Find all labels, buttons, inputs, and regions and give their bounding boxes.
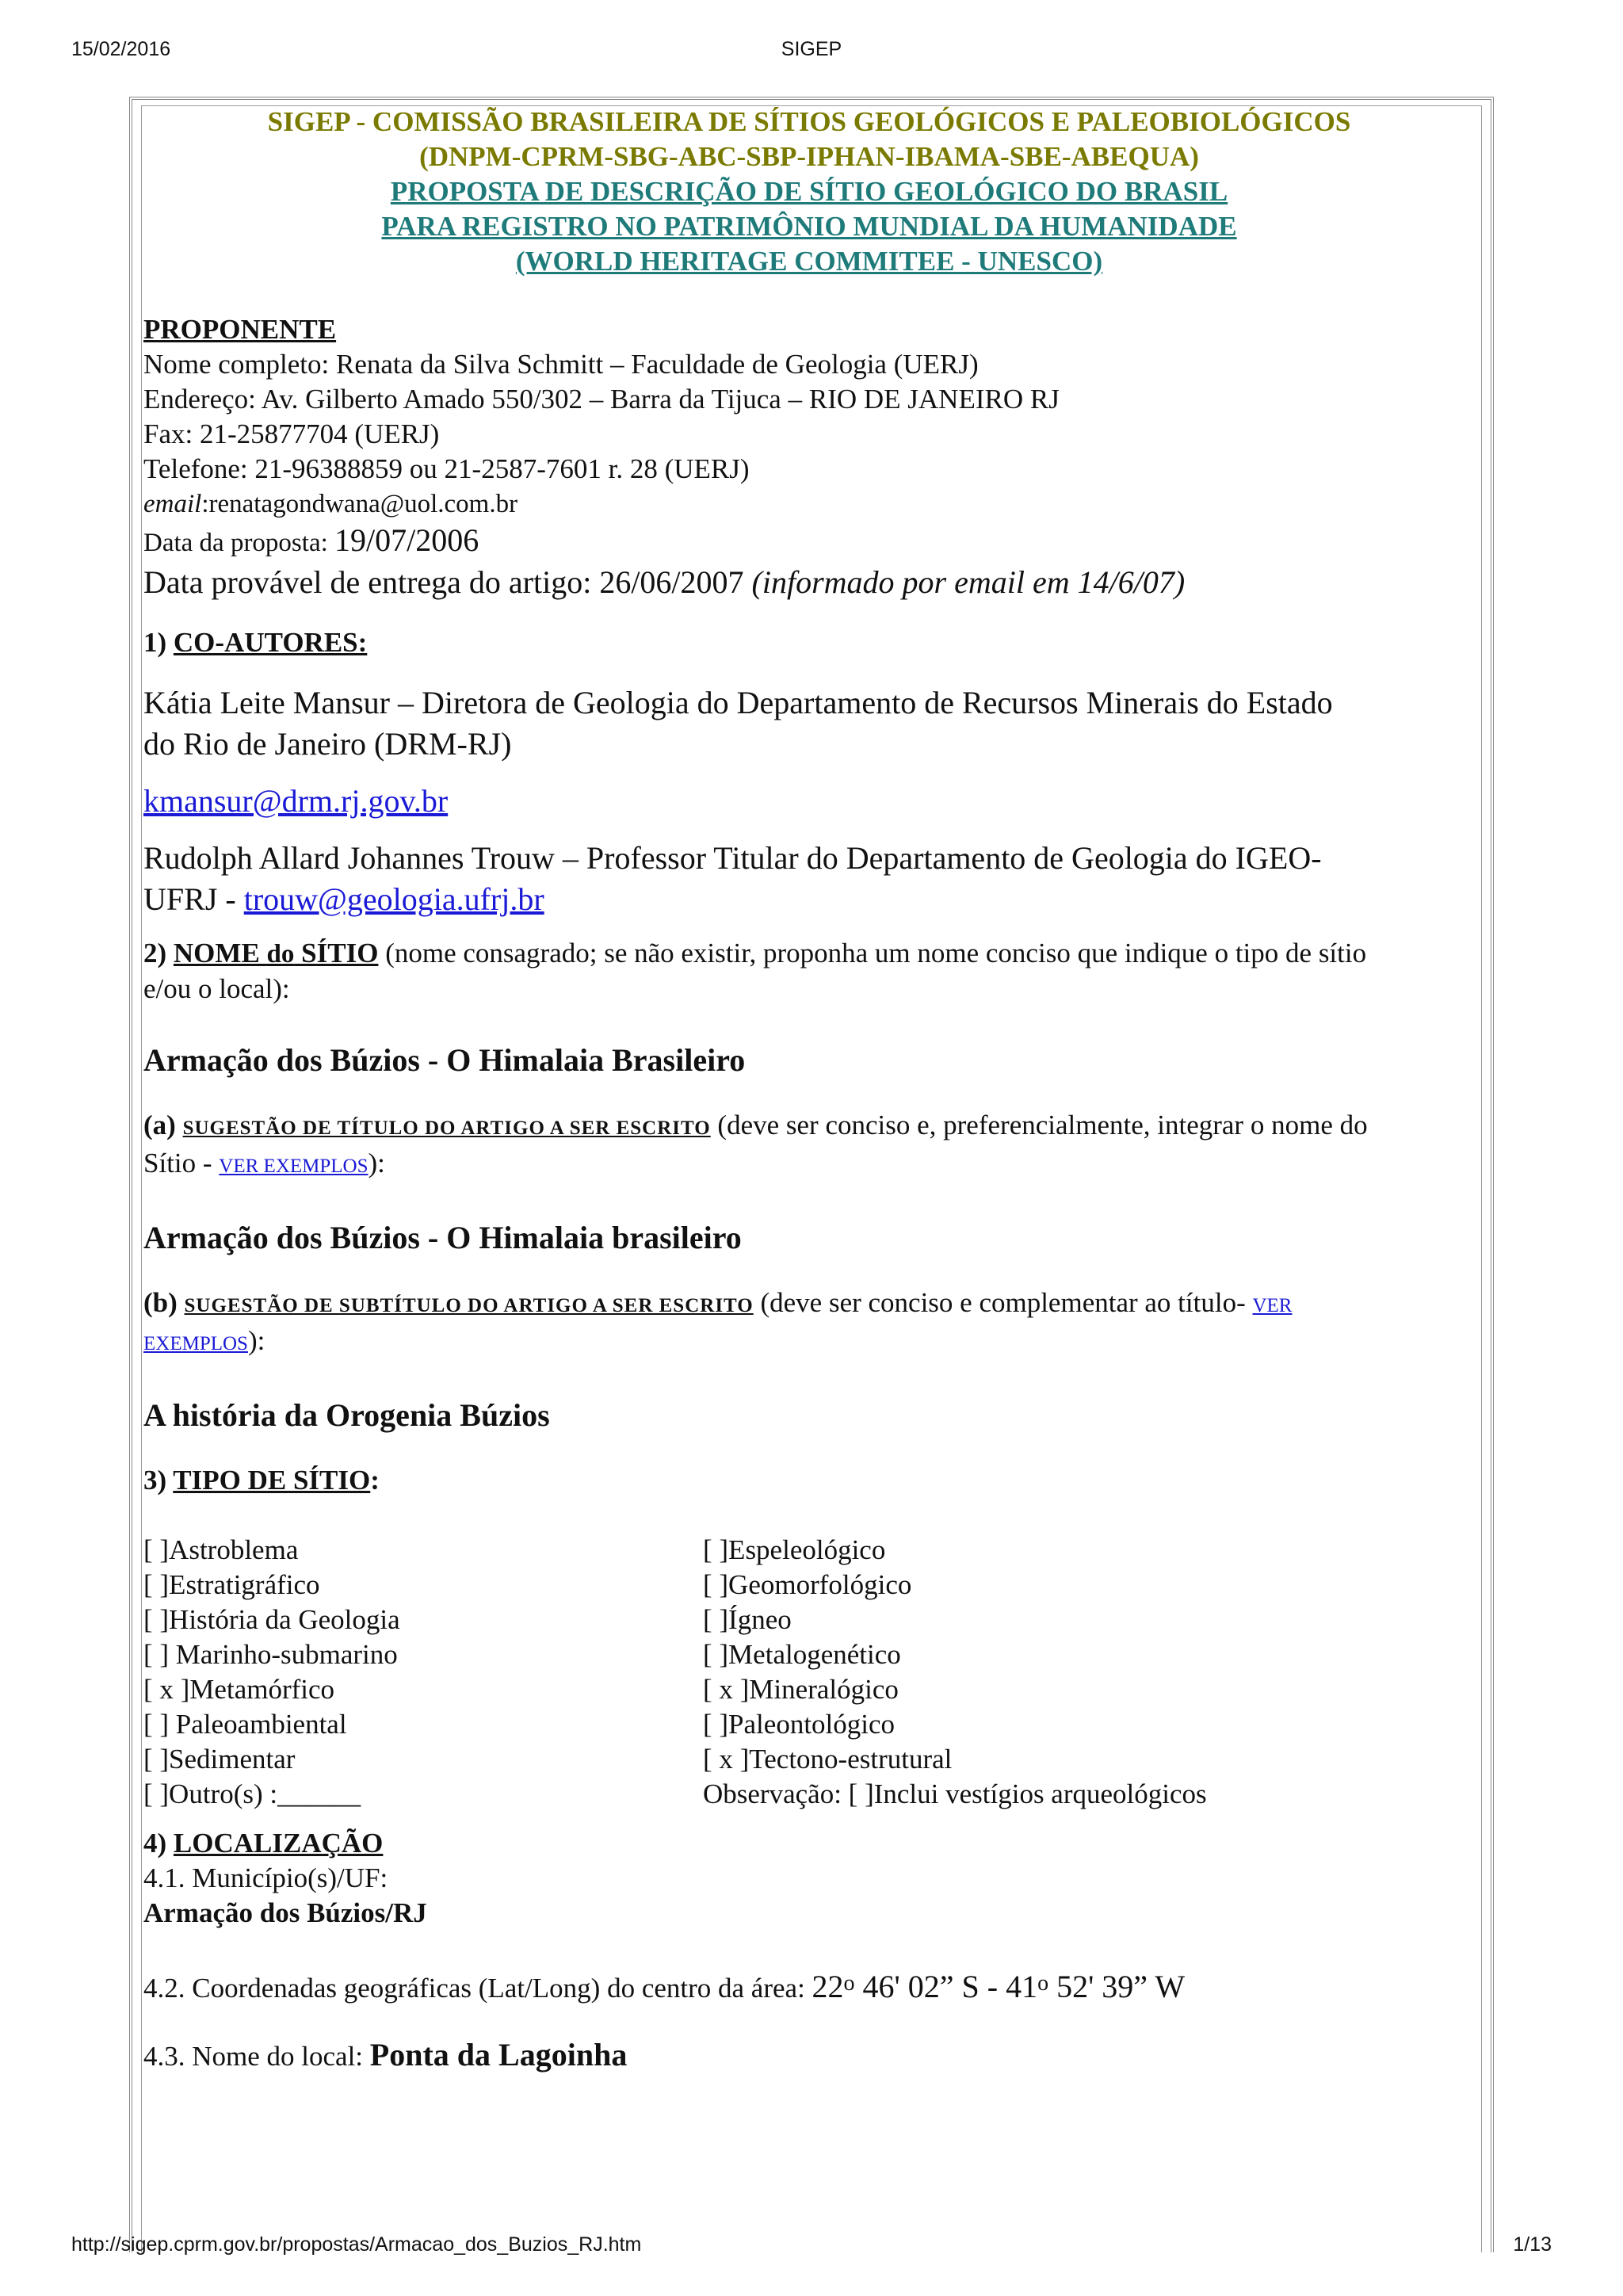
subtitulo-ver-link[interactable]: VER	[1252, 1295, 1293, 1316]
nome-sitio-desc: (nome consagrado; se não existir, proponha um nome conciso que indique o tipo de sítio	[378, 938, 1367, 968]
tipo-right-column	[703, 1533, 1207, 1812]
print-date: 15/02/2016	[71, 38, 171, 60]
tipo-option[interactable]: [ ] Paleoambiental	[143, 1709, 347, 1740]
print-title: SIGEP	[781, 38, 842, 60]
coautor-2-email-link[interactable]: trouw@geologia.ufrj.br	[243, 881, 544, 917]
titulo-heading: SUGESTÃO DE TÍTULO DO ARTIGO A SER ESCRITO	[182, 1117, 711, 1139]
municipio-value: Armação dos Búzios/RJ	[143, 1897, 427, 1928]
coordenadas-lat-deg: 22	[812, 1969, 844, 2004]
subtitulo-value: A história da Orogenia Búzios	[143, 1397, 550, 1433]
nome-sitio-heading-do: do	[266, 940, 295, 968]
titulo-desc-2: Sítio -	[143, 1148, 220, 1179]
nome-sitio-value: Armação dos Búzios - O Himalaia Brasileiro	[143, 1042, 746, 1078]
title-line-5: (WORLD HERITAGE COMMITEE - UNESCO)	[515, 246, 1103, 277]
coautor-1: Kátia Leite Mansur – Diretora de Geologia do Departamento de Recursos Minerais do Estado	[143, 685, 1333, 720]
tipo-option[interactable]: [ ]Espeleológico	[703, 1534, 886, 1565]
proponente-fax: Fax: 21-25877704 (UERJ)	[143, 418, 440, 449]
titulo-exemplos-link[interactable]: VER EXEMPLOS	[219, 1156, 369, 1177]
email-label: email	[143, 490, 202, 518]
coautor-2-cont: UFRJ -	[143, 881, 244, 917]
nome-sitio-heading-a: NOME	[173, 938, 267, 968]
coautor-1-email-link[interactable]: kmansur@drm.rj.gov.br	[143, 783, 449, 819]
tipo-checklist	[143, 1533, 1475, 1818]
municipio-label: 4.1. Município(s)/UF:	[143, 1862, 388, 1893]
coautor-2: Rudolph Allard Johannes Trouw – Professor Titular do Departamento de Geologia do IGEO-	[143, 840, 1322, 876]
data-entrega-note: (informado por email em 14/6/07)	[751, 564, 1186, 600]
localizacao-num: 4)	[143, 1828, 174, 1859]
tipo-num: 3)	[143, 1465, 174, 1496]
nome-local-value: Ponta da Lagoinha	[369, 2037, 628, 2073]
page-number: 1/13	[1513, 2233, 1552, 2256]
coautor-1-cont: do Rio de Janeiro (DRM-RJ)	[143, 726, 512, 762]
tipo-heading: TIPO DE SÍTIO	[173, 1465, 371, 1496]
degree-symbol: o	[1037, 1971, 1049, 1996]
data-proposta-label: Data da proposta:	[143, 529, 335, 557]
coautores-num: 1)	[143, 627, 174, 658]
tipo-option[interactable]: [ ]Astroblema	[143, 1534, 299, 1565]
titulo-value: Armação dos Búzios - O Himalaia brasileiro	[143, 1220, 742, 1255]
tipo-option[interactable]: [ ]Paleontológico	[703, 1709, 896, 1740]
coordenadas-label: 4.2. Coordenadas geográficas (Lat/Long) do centro da área:	[143, 1973, 812, 2004]
title-line-2: (DNPM-CPRM-SBG-ABC-SBP-IPHAN-IBAMA-SBE-ABEQUA)	[419, 141, 1199, 172]
data-proposta-value: 19/07/2006	[334, 522, 479, 558]
title-line-3: PROPOSTA DE DESCRIÇÃO DE SÍTIO GEOLÓGICO DO BRASIL	[390, 176, 1228, 207]
tipo-option[interactable]: [ x ]Tectono-estrutural	[703, 1744, 953, 1775]
page-footer	[0, 2233, 1623, 2265]
proponente-endereco: Endereço: Av. Gilberto Amado 550/302 – Barra da Tijuca – RIO DE JANEIRO RJ	[143, 384, 1060, 415]
tipo-left-column	[143, 1533, 400, 1812]
localizacao-heading: LOCALIZAÇÃO	[173, 1828, 384, 1859]
titulo-desc: (deve ser conciso e, preferencialmente, integrar o nome do	[710, 1110, 1368, 1140]
nome-sitio-heading-b: SÍTIO	[294, 938, 379, 968]
titulo-desc-3: ):	[368, 1148, 385, 1179]
tipo-option[interactable]: [ x ]Metamórfico	[143, 1674, 335, 1705]
page-url: http://sigep.cprm.gov.br/propostas/Armacao_dos_Buzios_RJ.htm	[71, 2233, 642, 2256]
coordenadas-long-rest: 52' 39” W	[1048, 1969, 1186, 2004]
tipo-option[interactable]: [ ] Marinho-submarino	[143, 1639, 398, 1670]
nome-sitio-num: 2)	[143, 938, 174, 968]
coautores-heading: CO-AUTORES:	[173, 627, 368, 658]
subtitulo-exemplos-link[interactable]: EXEMPLOS	[143, 1333, 248, 1354]
tipo-option[interactable]: [ ]Ígneo	[703, 1604, 792, 1635]
tipo-option[interactable]: [ ]Geomorfológico	[703, 1569, 912, 1600]
tipo-option[interactable]: Observação: [ ]Inclui vestígios arqueológicos	[703, 1778, 1207, 1809]
nome-local-label: 4.3. Nome do local:	[143, 2041, 370, 2072]
tipo-option[interactable]: [ ]História da Geologia	[143, 1604, 400, 1635]
proponente-nome: Nome completo: Renata da Silva Schmitt – Faculdade de Geologia (UERJ)	[143, 349, 979, 380]
page-header	[0, 38, 1623, 70]
tipo-option[interactable]: [ x ]Mineralógico	[703, 1674, 899, 1705]
degree-symbol: o	[843, 1971, 855, 1996]
tipo-option[interactable]: [ ]Metalogenético	[703, 1639, 901, 1670]
proponente-heading: PROPONENTE	[143, 314, 337, 345]
subtitulo-desc: (deve ser conciso e complementar ao título-	[753, 1287, 1253, 1318]
document-body	[143, 106, 1475, 2078]
title-line-4: PARA REGISTRO NO PATRIMÔNIO MUNDIAL DA HUMANIDADE	[381, 211, 1237, 242]
titulo-label: (a)	[143, 1110, 183, 1140]
tipo-option[interactable]: [ ]Sedimentar	[143, 1744, 296, 1775]
subtitulo-label: (b)	[143, 1287, 185, 1318]
tipo-colon: :	[370, 1465, 380, 1496]
coordenadas-lat-rest: 46' 02” S - 41	[854, 1969, 1038, 2004]
nome-sitio-desc-cont: e/ou o local):	[143, 973, 290, 1004]
tipo-option[interactable]: [ ]Outro(s) :______	[143, 1778, 361, 1809]
tipo-option[interactable]: [ ]Estratigráfico	[143, 1569, 320, 1600]
proponente-email: :renatagondwana@uol.com.br	[201, 490, 518, 518]
proponente-telefone: Telefone: 21-96388859 ou 21-2587-7601 r. 28 (UERJ)	[143, 453, 750, 484]
subtitulo-heading: SUGESTÃO DE SUBTÍTULO DO ARTIGO A SER ESCRITO	[184, 1295, 754, 1316]
title-line-1: SIGEP - COMISSÃO BRASILEIRA DE SÍTIOS GEOLÓGICOS E PALEOBIOLÓGICOS	[267, 106, 1351, 137]
data-entrega-label: Data provável de entrega do artigo: 26/06/2007	[143, 564, 752, 600]
subtitulo-desc-2: ):	[247, 1325, 265, 1356]
